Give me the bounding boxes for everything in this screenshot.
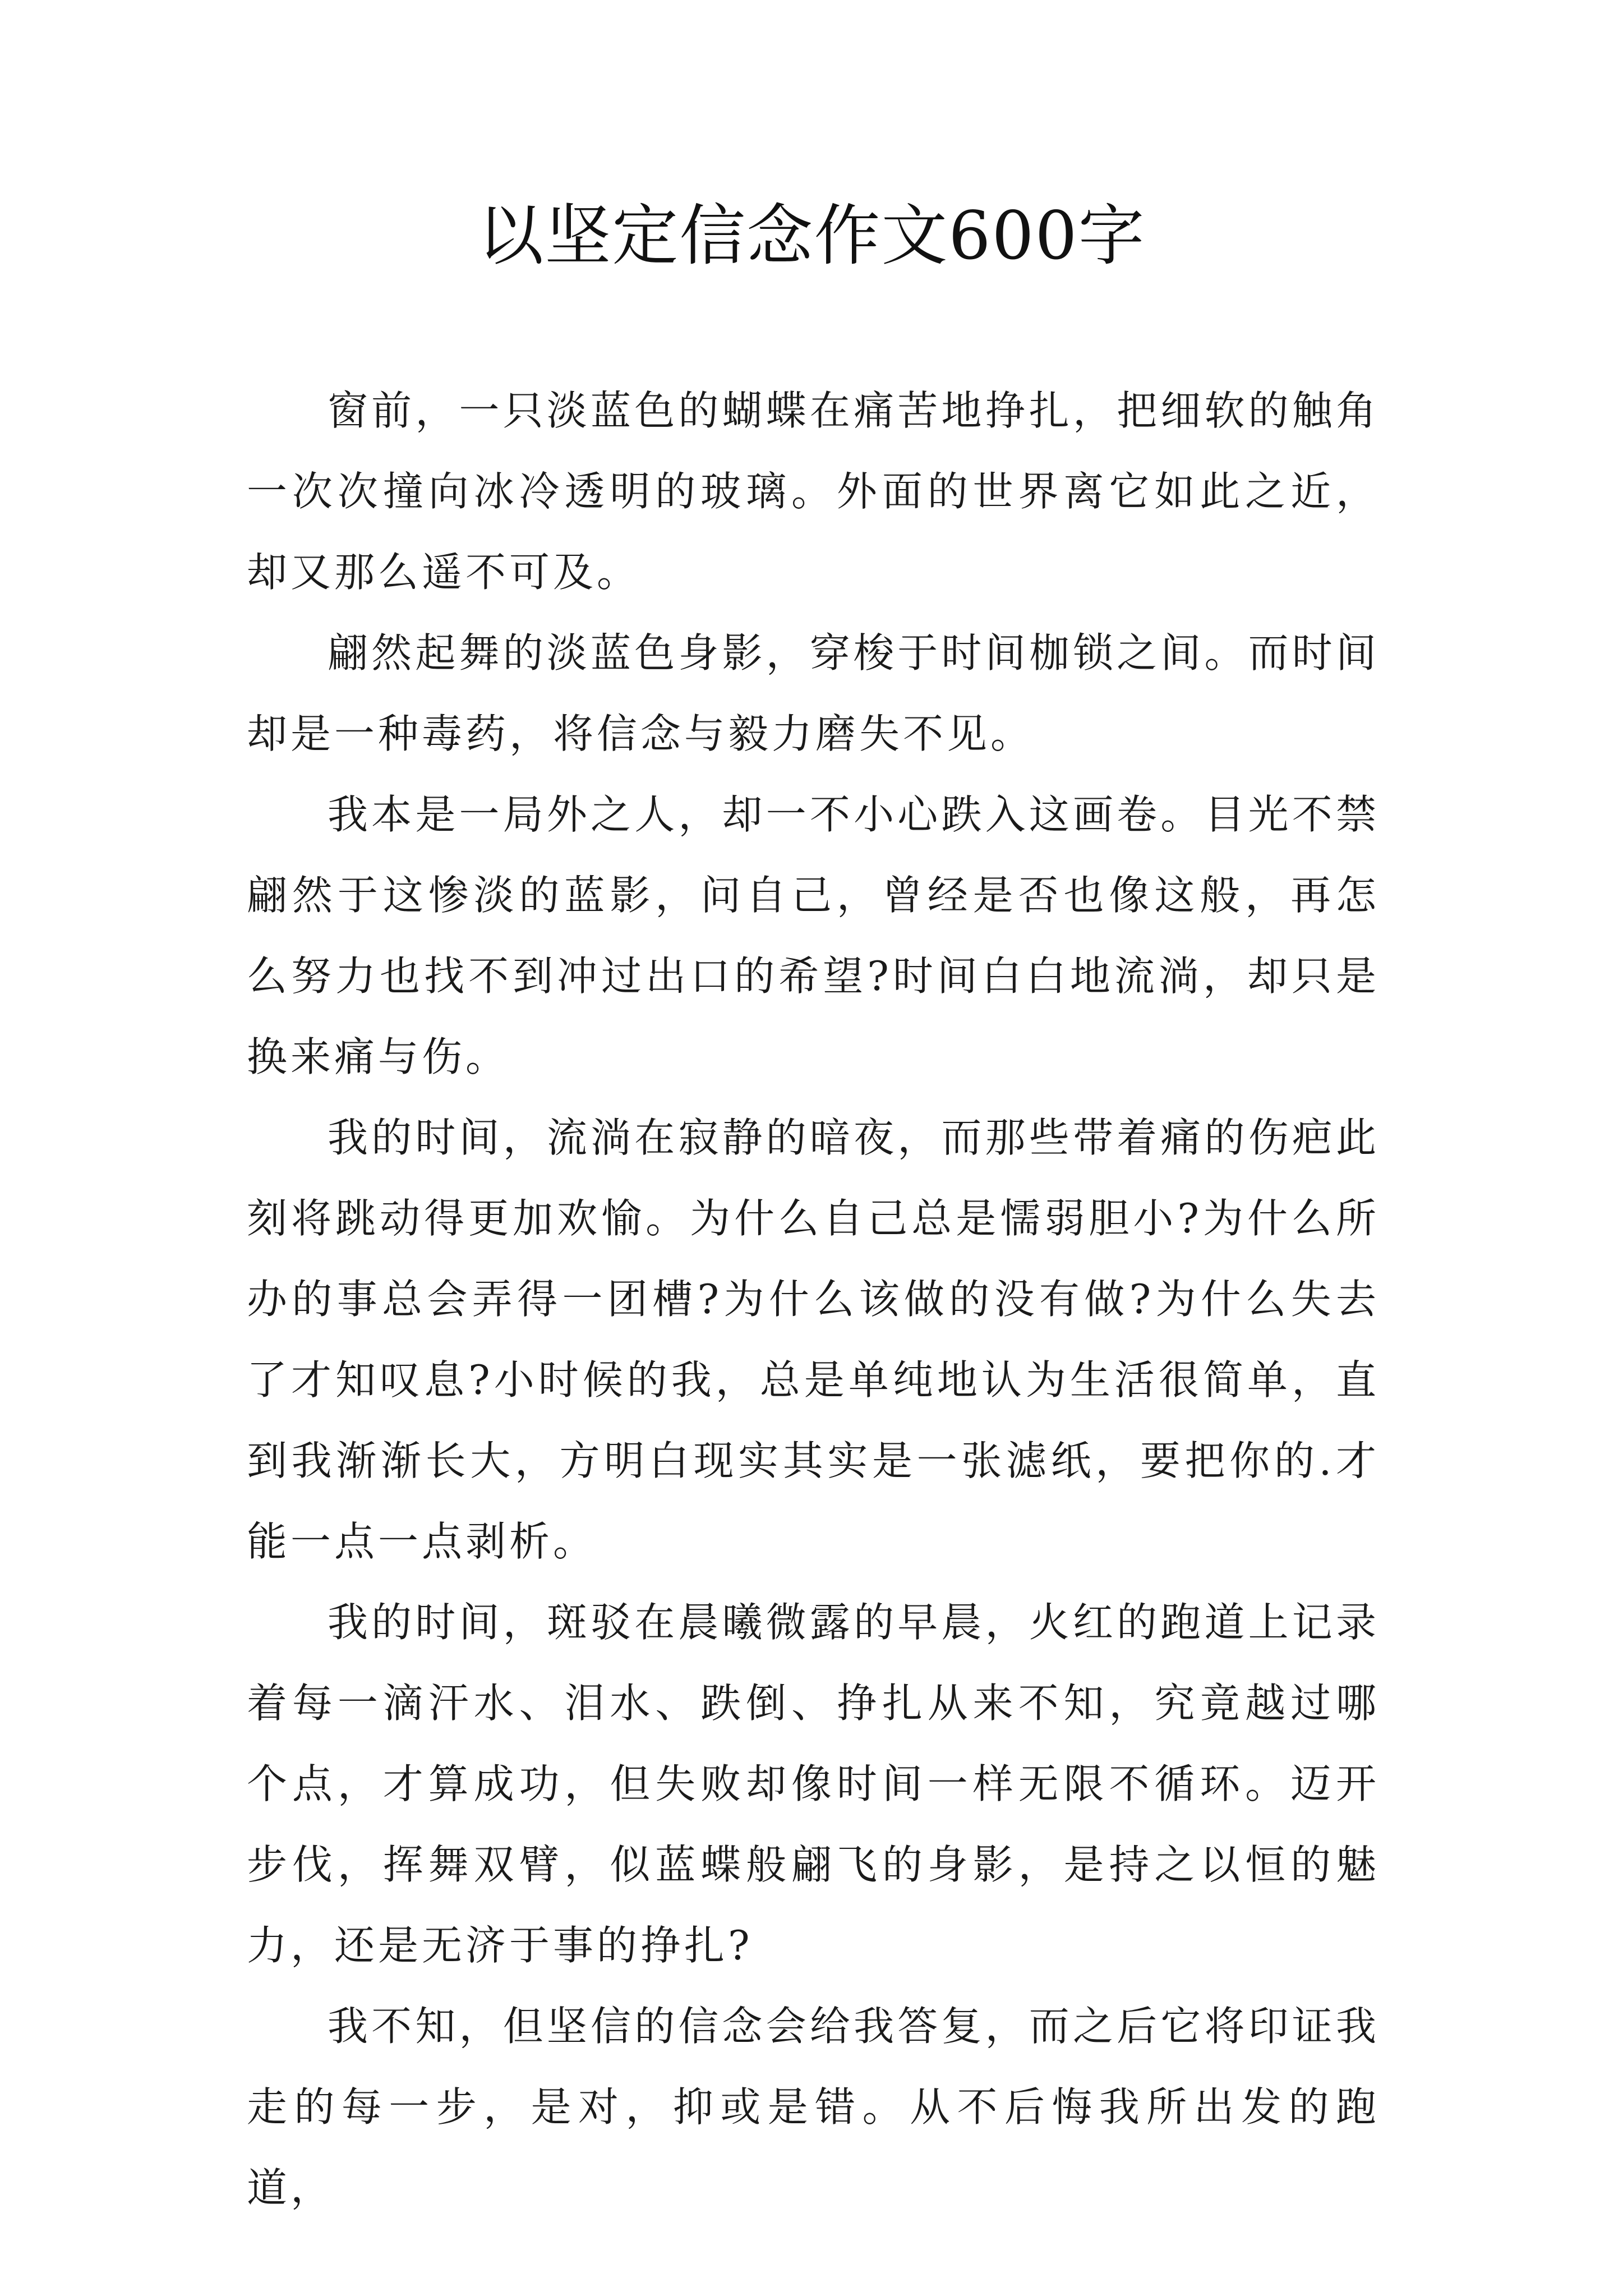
paragraph: 我本是一局外之人，却一不小心跌入这画卷。目光不禁翩然于这惨淡的蓝影，问自己，曾经是否也像这般，再怎么努力也找不到冲过出口的希望?时间白白地流淌，却只是换来痛与伤。 [247, 791, 1380, 1080]
paragraph: 翩然起舞的淡蓝色身影，穿梭于时间枷锁之间。而时间却是一种毒药，将信念与毅力磨失不见。 [247, 629, 1380, 757]
document-title: 以坚定信念作文600字 [477, 197, 1146, 274]
paragraph: 我的时间，流淌在寂静的暗夜，而那些带着痛的伤疤此刻将跳动得更加欢愉。为什么自己总是懦弱胆小?为什么所办的事总会弄得一团槽?为什么该做的没有做?为什么失去了才知叹息?小时候的我，总是单纯地认为生活很简单，直到我渐渐长大，方明白现实其实是一张滤纸，要把你的.才能一点一点剥析。 [247, 1114, 1380, 1565]
document-body [247, 370, 1380, 2228]
paragraph: 我的时间，斑驳在晨曦微露的早晨，火红的跑道上记录着每一滴汗水、泪水、跌倒、挣扎从来不知，究竟越过哪个点，才算成功，但失败却像时间一样无限不循环。迈开步伐，挥舞双臂，似蓝蝶般翩飞的身影，是持之以恒的魅力，还是无济于事的挣扎? [247, 1599, 1380, 1969]
paragraph: 我不知，但坚信的信念会给我答复，而之后它将印证我走的每一步，是对，抑或是错。从不后悔我所出发的跑道， [247, 2003, 1380, 2211]
paragraph: 窗前，一只淡蓝色的蝴蝶在痛苦地挣扎，把细软的触角一次次撞向冰冷透明的玻璃。外面的世界离它如此之近，却又那么遥不可及。 [247, 387, 1380, 596]
